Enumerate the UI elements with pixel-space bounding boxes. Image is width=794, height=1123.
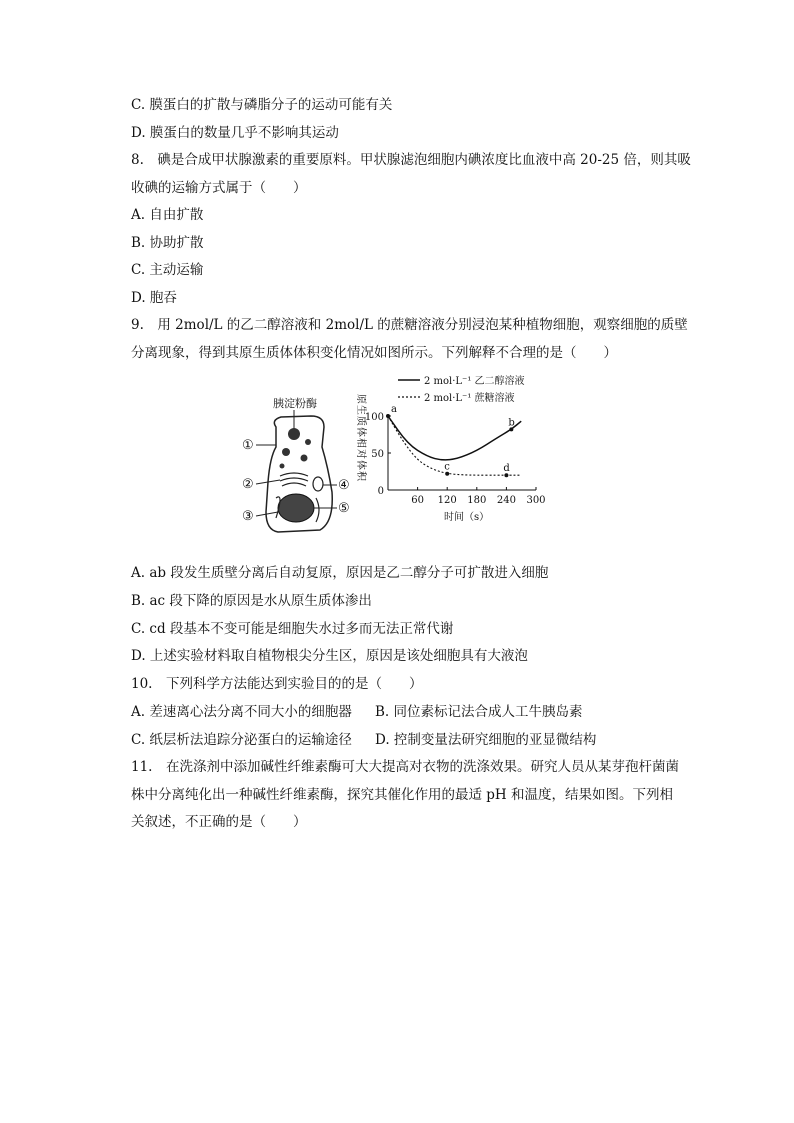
series-layer [388, 416, 521, 475]
q10-option-c: C. 纸层析法追踪分泌蛋白的运输途径 [131, 732, 352, 748]
point-label-b: b [508, 417, 515, 429]
cell-diagram [242, 396, 350, 532]
point-label-c: c [444, 461, 450, 473]
option-c: C. cd 段基本不变可能是细胞失水过多而无法正常代谢 [131, 621, 454, 637]
x-tick-label: 60 [411, 495, 424, 506]
y-tick-label: 50 [371, 449, 384, 460]
question-11-stem-cont: 株中分离纯化出一种碱性纤维素酶，探究其催化作用的最适 pH 和温度，结果如图。下列相 [131, 787, 673, 803]
nucleus [278, 494, 314, 522]
option-b: B. ac 段下降的原因是水从原生质体渗出 [131, 593, 372, 609]
x-tick-label: 300 [526, 495, 546, 506]
q10-options-row-1 [131, 703, 583, 721]
q10-option-d: D. 控制变量法研究细胞的亚显微结构 [375, 732, 597, 748]
option-d: D. 上述实验材料取自植物根尖分生区，原因是该处细胞具有大液泡 [131, 648, 528, 664]
y-ticks [365, 412, 391, 497]
x-axis-label: 时间（s） [444, 512, 490, 523]
cell-label-4: ④ [338, 478, 350, 493]
cell-label-3: ③ [242, 509, 254, 524]
text-line: C. 膜蛋白的扩散与磷脂分子的运动可能有关 [131, 97, 393, 113]
leader-line [256, 512, 278, 516]
point-a [386, 414, 390, 418]
option-b: B. 协助扩散 [131, 235, 204, 251]
x-tick-label: 120 [437, 495, 457, 506]
vesicle [288, 428, 300, 440]
mitochondrion [313, 477, 323, 491]
text-line: D. 膜蛋白的数量几乎不影响其运动 [131, 125, 339, 141]
q10-options-row-2 [131, 731, 596, 749]
cell-label-5: ⑤ [338, 501, 350, 516]
cell-label-2: ② [242, 477, 254, 492]
volume-chart [355, 374, 546, 523]
vesicle [282, 448, 290, 456]
point-label-a: a [391, 404, 397, 415]
vesicle [280, 464, 285, 469]
question-11-stem: 11. 在洗涤剂中添加碱性纤维素酶可大大提高对衣物的洗涤效果。研究人员从某芽孢杆菌菌 [131, 759, 679, 775]
golgi-apparatus [280, 473, 308, 486]
cell-label-1: ① [242, 438, 254, 453]
figure-svg [236, 372, 566, 542]
question-9-stem-cont: 分离现象，得到其原生质体体积变化情况如图所示。下列解释不合理的是（ ） [131, 345, 617, 361]
option-a: A. ab 段发生质壁分离后自动复原，原因是乙二醇分子可扩散进入细胞 [131, 565, 549, 581]
legend-label-sucrose: 2 mol·L⁻¹ 蔗糖溶液 [424, 393, 515, 404]
x-tick-label: 240 [496, 495, 516, 506]
question-9-figure [236, 372, 566, 542]
q10-option-a: A. 差速离心法分离不同大小的细胞器 [131, 704, 352, 720]
vesicle [305, 439, 311, 445]
q10-option-b: B. 同位素标记法合成人工牛胰岛素 [375, 704, 583, 720]
option-a: A. 自由扩散 [131, 207, 204, 223]
question-9-stem: 9. 用 2mol/L 的乙二醇溶液和 2mol/L 的蔗糖溶液分别浸泡某种植物细胞，观察细胞的质壁 [131, 317, 688, 333]
y-axis-label: 原生质体相对体积 [355, 394, 366, 482]
question-8-stem-cont: 收碘的运输方式属于（ ） [131, 180, 307, 196]
y-tick-label: 0 [377, 486, 384, 497]
option-c: C. 主动运输 [131, 262, 204, 278]
cell-title: 胰淀粉酶 [273, 397, 317, 410]
legend-label-ethylene-glycol: 2 mol·L⁻¹ 乙二醇溶液 [424, 376, 525, 387]
series-line-ethylene-glycol [388, 416, 521, 460]
vesicle [301, 455, 308, 462]
question-10-stem: 10. 下列科学方法能达到实验目的的是（ ） [131, 676, 423, 692]
series-line-sucrose [388, 416, 521, 475]
y-tick-label: 100 [364, 412, 384, 423]
question-11-stem-cont: 关叙述，不正确的是（ ） [131, 814, 307, 830]
question-8-stem: 8. 碘是合成甲状腺激素的重要原料。甲状腺滤泡细胞内碘浓度比血液中高 20-25 倍，则其吸 [131, 152, 691, 168]
point-label-d: d [503, 463, 510, 475]
x-tick-label: 180 [467, 495, 487, 506]
option-d: D. 胞吞 [131, 290, 177, 306]
